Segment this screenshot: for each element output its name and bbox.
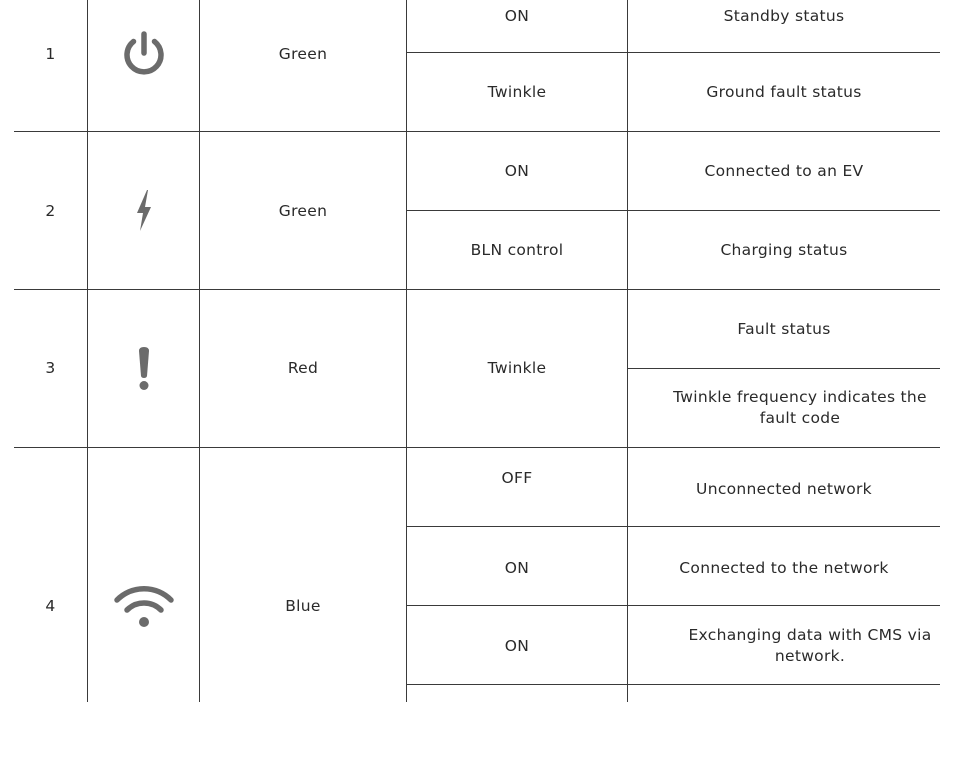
led-meaning: Connected to an EV [704, 161, 864, 180]
led-meaning: Unconnected network [696, 479, 872, 498]
led-meaning: Connected to the network [679, 558, 889, 577]
led-meaning: Standby status [723, 6, 845, 25]
led-color: Blue [285, 596, 321, 615]
led-meaning: Charging status [720, 240, 848, 259]
led-meaning: Fault status [737, 319, 831, 338]
led-meaning: Twinkle frequency indicates the fault code [673, 388, 927, 427]
lightning-bolt-icon [88, 132, 199, 290]
led-mode: ON [504, 636, 530, 655]
led-meaning: Exchanging data with CMS via network. [688, 626, 932, 665]
led-color: Red [287, 359, 319, 377]
led-color: Green [278, 201, 328, 220]
row-number: 3 [45, 359, 56, 377]
wifi-icon [88, 448, 199, 764]
exclamation-icon [88, 290, 199, 447]
led-mode: OFF [501, 468, 533, 487]
row-number: 4 [45, 596, 56, 615]
row-number: 1 [45, 44, 56, 63]
row-number: 2 [45, 201, 56, 220]
led-mode: ON [504, 6, 530, 25]
led-meaning: Ground fault status [706, 82, 862, 101]
led-mode: BLN control [470, 240, 564, 259]
led-mode: Twinkle [487, 359, 547, 377]
led-mode: ON [504, 161, 530, 180]
led-mode: Twinkle [487, 82, 547, 101]
led-color: Green [278, 44, 328, 63]
power-icon [88, 0, 199, 108]
led-mode: ON [504, 558, 530, 577]
